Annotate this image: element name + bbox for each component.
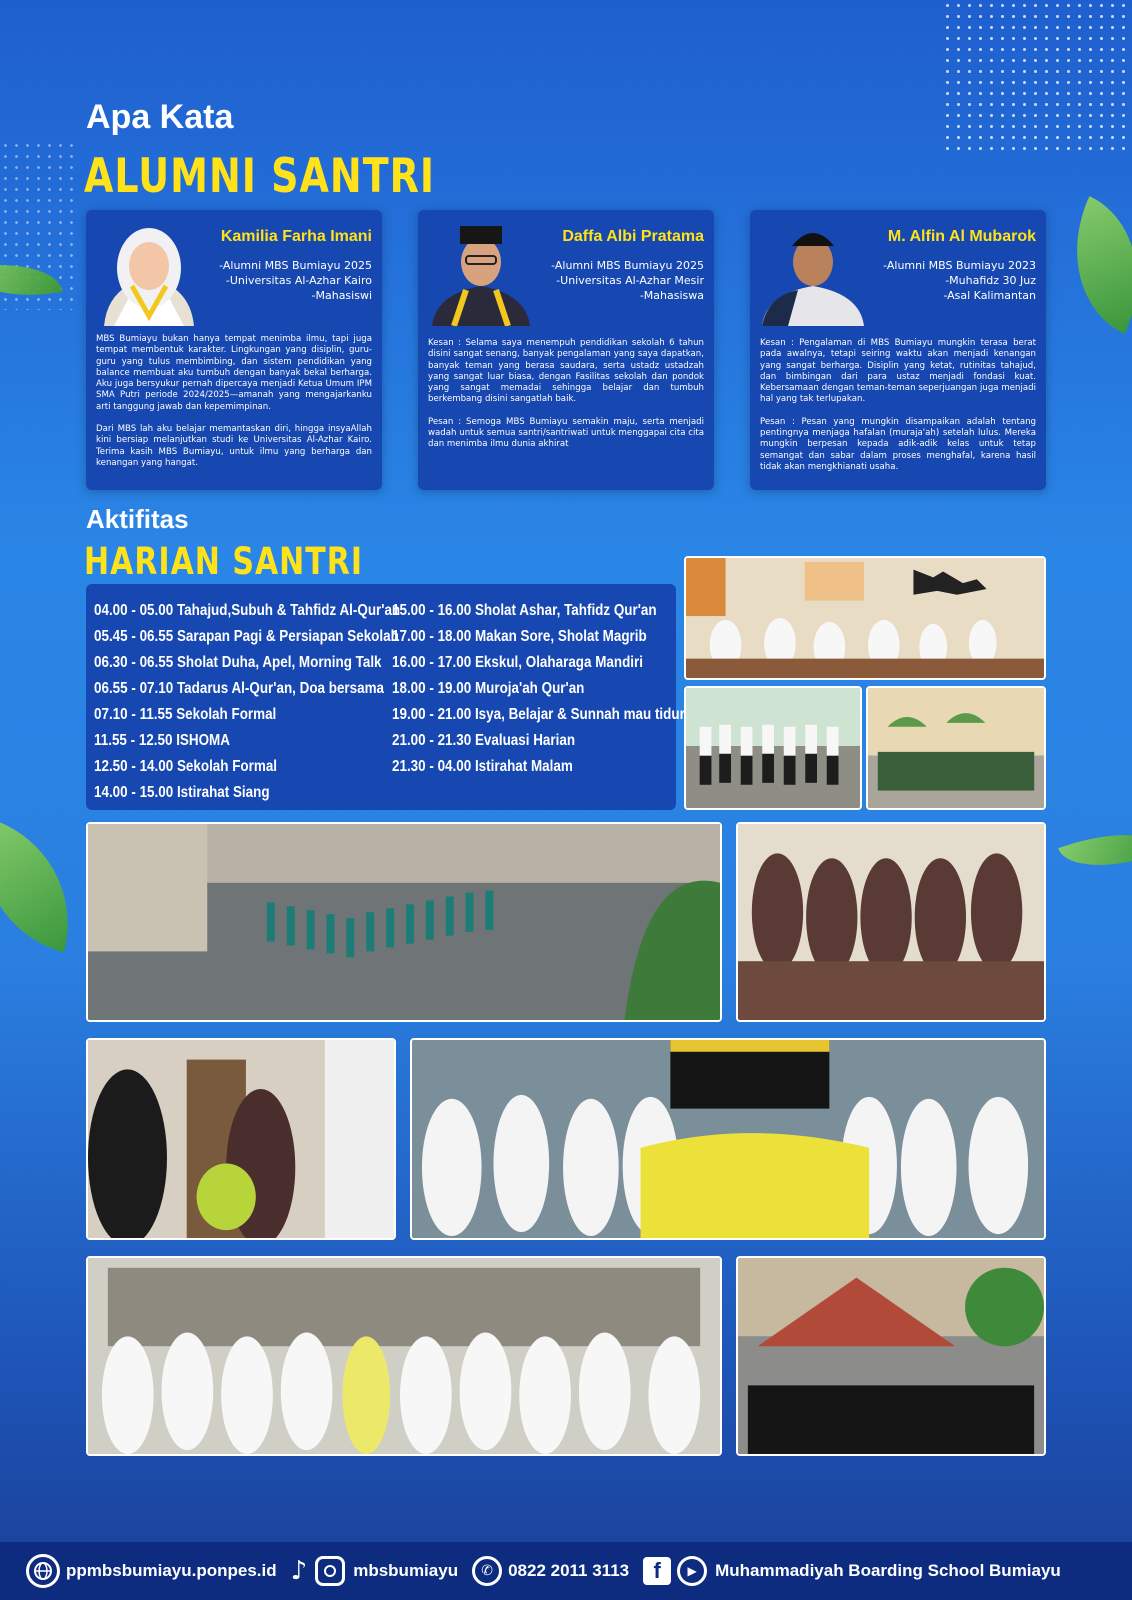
schedule-item: 11.55 - 12.50 ISHOMA bbox=[94, 732, 230, 749]
photo-manasik-haji bbox=[410, 1038, 1046, 1240]
schedule-item: 04.00 - 05.00 Tahajud,Subuh & Tahfidz Al-Qur'an bbox=[94, 602, 401, 619]
facebook-icon[interactable]: f bbox=[643, 1557, 671, 1585]
alumni-heading-big: ALUMNI SANTRI bbox=[84, 148, 436, 203]
schedule-item: 06.55 - 07.10 Tadarus Al-Qur'an, Doa bersama bbox=[94, 680, 385, 697]
schedule-item: 18.00 - 19.00 Muroja'ah Qur'an bbox=[392, 680, 585, 697]
alumni-testimonial bbox=[96, 334, 372, 480]
photo-graduation bbox=[736, 1256, 1046, 1456]
alumni-info-line: -Alumni MBS Bumiayu 2025 bbox=[219, 259, 372, 272]
whatsapp-icon[interactable]: ✆ bbox=[472, 1556, 502, 1586]
footer-bar bbox=[0, 1542, 1132, 1600]
alumni-info-line: -Asal Kalimantan bbox=[943, 289, 1036, 302]
schedule-item: 16.00 - 17.00 Ekskul, Olaharaga Mandiri bbox=[392, 654, 644, 671]
alumni-info-line: -Alumni MBS Bumiayu 2023 bbox=[883, 259, 1036, 272]
alumni-info-line: -Mahasiswa bbox=[639, 289, 704, 302]
alumni-card-3 bbox=[750, 210, 1046, 490]
alumni-info-line: -Universitas Al-Azhar Mesir bbox=[556, 274, 704, 287]
alumni-name: M. Alfin Al Mubarok bbox=[887, 228, 1036, 245]
alumni-testimonial bbox=[760, 338, 1036, 484]
globe-icon bbox=[26, 1554, 60, 1588]
alumni-photo bbox=[94, 216, 204, 326]
alumni-heading-small: Apa Kata bbox=[86, 98, 234, 136]
testimonial-paragraph: Pesan : Semoga MBS Bumiayu semakin maju, serta menjadi wadah untuk semua santri/santriwati untuk menggapai cita cita dan menimba ilmu dunia akhirat bbox=[428, 416, 704, 450]
alumni-name: Kamilia Farha Imani bbox=[220, 228, 372, 245]
schedule-item: 14.00 - 15.00 Istirahat Siang bbox=[94, 784, 270, 801]
alumni-info bbox=[219, 258, 372, 303]
youtube-icon[interactable]: ▶ bbox=[677, 1556, 707, 1586]
testimonial-paragraph: Kesan : Selama saya menempuh pendidikan sekolah 6 tahun disini sangat senang, banyak pengalaman yang saya dapatkan, banyak teman yang berasa saudara, serta ustadz ustadzah yang sangat luar biasa, dengan Fasilitas sekolah dan pondok yang sangat memadai sehingga belajar dan tumbuh berkembang disini sangatlah baik. bbox=[428, 338, 704, 405]
testimonial-paragraph: MBS Bumiayu bukan hanya tempat menimba ilmu, tapi juga tempat membentuk karakter. Lingkungan yang disiplin, guru-guru yang tulus membimbing, dan sistem pendidikan yang balance membuat aku tumbuh dengan banyak bekal berharga. Aku juga bersyukur pernah dipercaya menjadi Ketua Umum IPM SMA Putri periode 2024/2025—amanah yang mengajarkanku arti tanggung jawab dan kepemimpinan. bbox=[96, 334, 372, 412]
schedule-item: 17.00 - 18.00 Makan Sore, Sholat Magrib bbox=[392, 628, 647, 645]
alumni-info-line: -Alumni MBS Bumiayu 2025 bbox=[551, 259, 704, 272]
alumni-photo bbox=[426, 216, 536, 326]
website-link[interactable]: ppmbsbumiayu.ponpes.id bbox=[66, 1561, 277, 1580]
schedule-item: 12.50 - 14.00 Sekolah Formal bbox=[94, 758, 278, 775]
leaf-decoration-left-lower bbox=[0, 818, 92, 953]
photo-classroom bbox=[684, 556, 1046, 680]
photo-female-group bbox=[86, 1256, 722, 1456]
alumni-info-line: -Universitas Al-Azhar Kairo bbox=[225, 274, 372, 287]
photo-group-scouts bbox=[866, 686, 1046, 810]
testimonial-paragraph: Dari MBS lah aku belajar memantaskan diri, hingga insyaAllah kini bersiap melanjutkan studi ke Universitas Al-Azhar Kairo. Terima kasih MBS Bumiayu, untuk ilmu yang berharga dan kenangan yang hangat. bbox=[96, 424, 372, 468]
schedule-item: 05.45 - 06.55 Sarapan Pagi & Persiapan Sekolah bbox=[94, 628, 399, 645]
instagram-icon[interactable] bbox=[315, 1556, 345, 1586]
testimonial-paragraph: Kesan : Pengalaman di MBS Bumiayu mungkin terasa berat pada awalnya, tetapi seiring waktu akan menjadi kenangan yang sangat berharga. Disiplin yang ketat, rutinitas tahajud, dan bimbingan dari para ustaz menjadi fondasi kuat. Kebersamaan dengan teman-teman seperjuangan juga menjadi hal yang tak terlupakan. bbox=[760, 338, 1036, 405]
tiktok-icon[interactable]: ♪ bbox=[290, 1556, 308, 1586]
alumni-info-line: -Muhafidz 30 Juz bbox=[945, 274, 1036, 287]
dot-pattern-decoration bbox=[942, 0, 1132, 150]
activity-heading-big: HARIAN SANTRI bbox=[84, 540, 364, 584]
daily-schedule bbox=[86, 584, 685, 810]
schedule-item: 06.30 - 06.55 Sholat Duha, Apel, Morning Talk bbox=[94, 654, 382, 671]
photo-students-courtyard bbox=[684, 686, 862, 810]
testimonial-paragraph: Pesan : Pesan yang mungkin disampaikan adalah tentang pentingnya menjaga hafalan (muraja'ah) setelah lulus. Mereka mungkin berpesan kepada adik-adik kelas untuk tetap semangat dan sabar dalam proses menghafal, karena hasil tidak akan mengkhianati usaha. bbox=[760, 416, 1036, 472]
photo-female-students bbox=[736, 822, 1046, 1022]
schedule-item: 07.10 - 11.55 Sekolah Formal bbox=[94, 706, 277, 723]
activity-heading-small: Aktifitas bbox=[86, 504, 189, 534]
alumni-card-2 bbox=[418, 210, 714, 490]
leaf-decoration-right bbox=[1043, 196, 1132, 334]
alumni-info bbox=[551, 258, 704, 303]
school-name: Muhammadiyah Boarding School Bumiayu bbox=[715, 1561, 1061, 1580]
schedule-item: 21.30 - 04.00 Istirahat Malam bbox=[392, 758, 573, 775]
alumni-photo bbox=[758, 216, 868, 326]
alumni-card-1 bbox=[86, 210, 382, 490]
schedule-item: 19.00 - 21.00 Isya, Belajar & Sunnah mau tidur bbox=[392, 706, 685, 723]
alumni-testimonial bbox=[428, 338, 704, 462]
alumni-info bbox=[883, 258, 1036, 303]
alumni-info-line: -Mahasiswi bbox=[311, 289, 372, 302]
alumni-name: Daffa Albi Pratama bbox=[562, 228, 704, 245]
photo-dorm-door bbox=[86, 1038, 396, 1240]
schedule-item: 15.00 - 16.00 Sholat Ashar, Tahfidz Qur'an bbox=[392, 602, 657, 619]
photo-morning-assembly bbox=[86, 822, 722, 1022]
leaf-decoration-right-lower bbox=[1058, 814, 1132, 886]
schedule-item: 21.00 - 21.30 Evaluasi Harian bbox=[392, 732, 576, 749]
phone-number[interactable]: 0822 2011 3113 bbox=[508, 1561, 630, 1580]
social-handle[interactable]: mbsbumiayu bbox=[353, 1561, 459, 1580]
